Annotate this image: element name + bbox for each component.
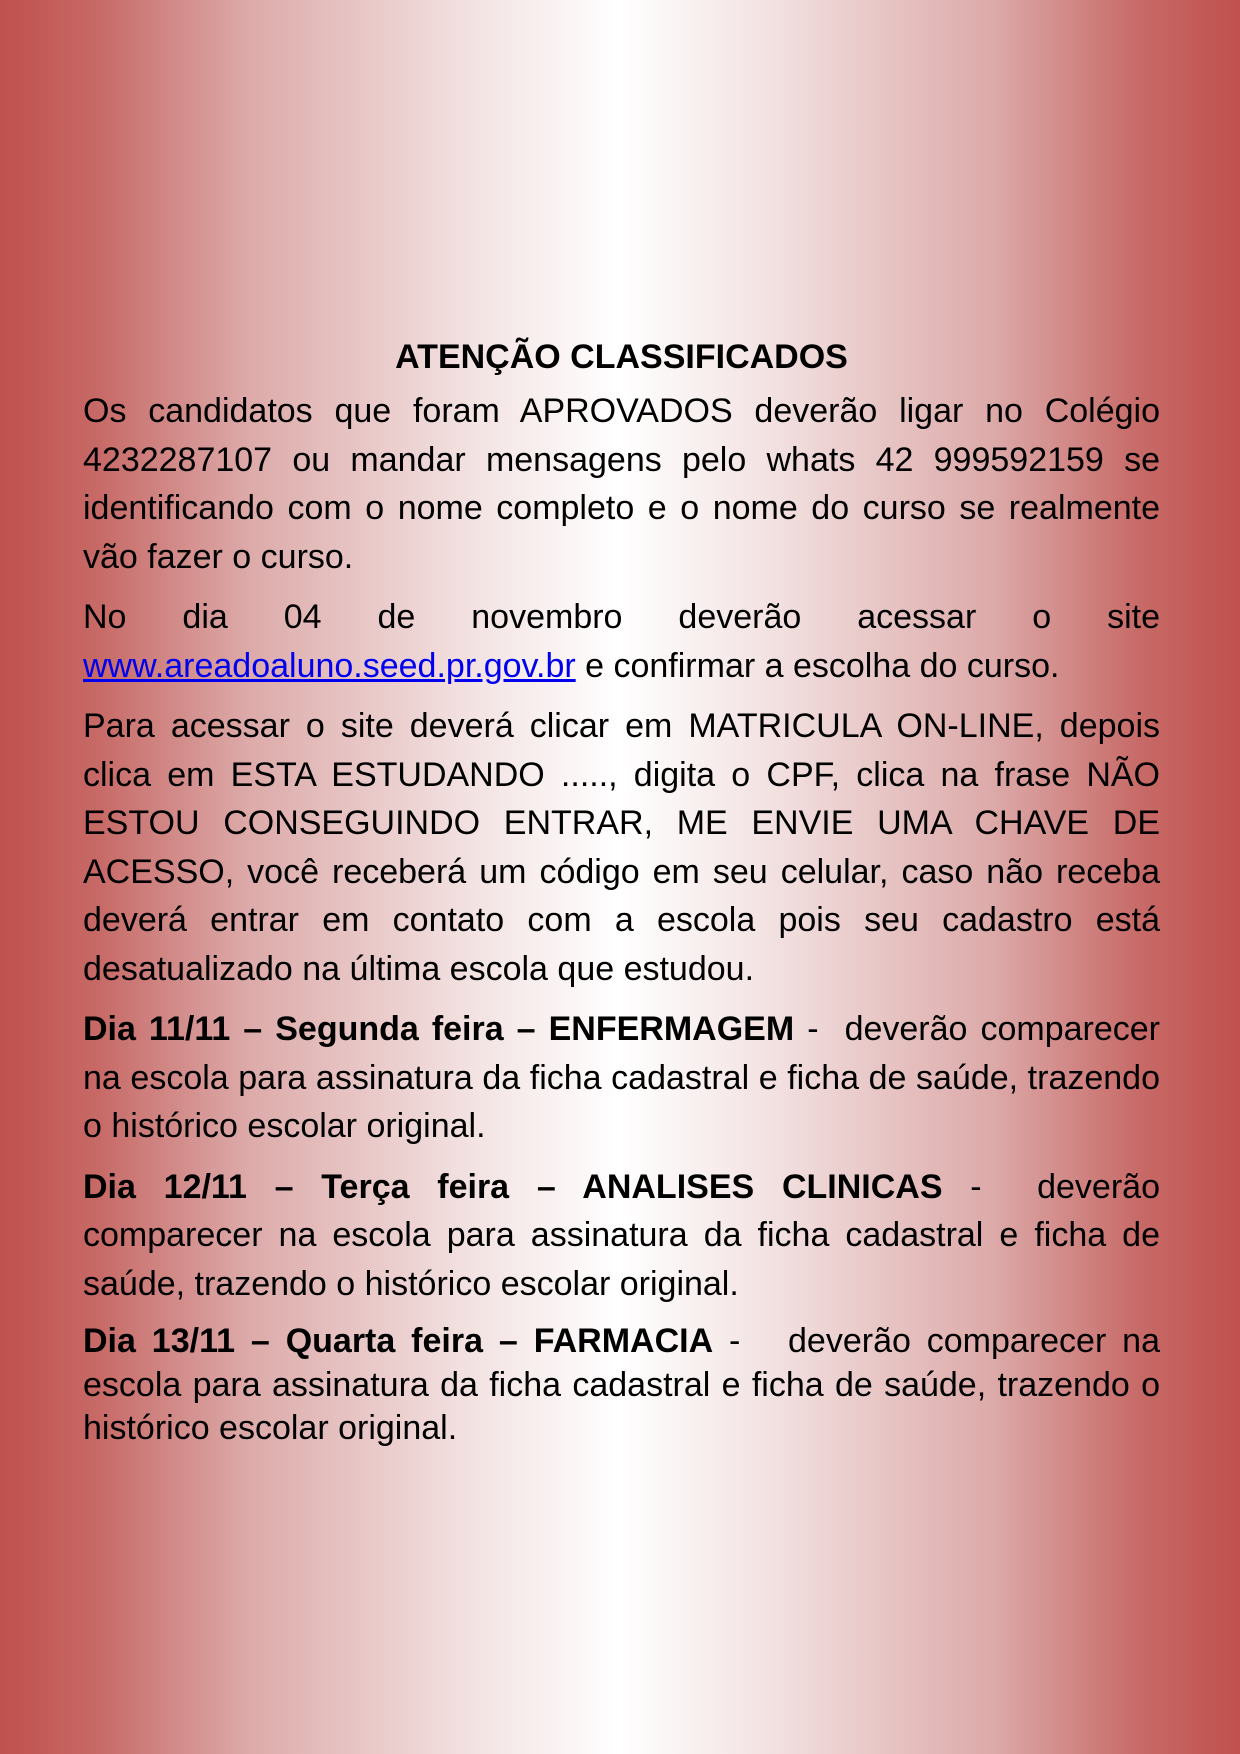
schedule-separator: - xyxy=(794,1010,845,1048)
schedule-item-analises-clinicas xyxy=(83,1163,1160,1309)
schedule-item-farmacia xyxy=(83,1320,1160,1451)
schedule-separator: - xyxy=(942,1167,1038,1206)
schedule-day: Dia 11/11 – Segunda feira – ENFERMAGEM xyxy=(83,1010,795,1048)
paragraph-confirm-course-before: No dia 04 de novembro deverão acessar o site xyxy=(83,598,1160,636)
paragraph-confirm-course-after: e confirmar a escolha do curso. xyxy=(575,646,1060,685)
schedule-text: deverão comparecer na escola para assinatura da ficha cadastral e ficha de saúde, trazendo o histórico escolar original. xyxy=(83,1322,1160,1447)
schedule-separator: - xyxy=(713,1322,789,1360)
notice-title: ATENÇÃO CLASSIFICADOS xyxy=(395,338,848,376)
schedule-day: Dia 12/11 – Terça feira – ANALISES CLINICAS xyxy=(83,1167,943,1206)
paragraph-confirm-course xyxy=(83,593,1160,690)
paragraph-approved-candidates: Os candidatos que foram APROVADOS deverão ligar no Colégio 4232287107 ou mandar mensagens pelo whats 42 999592159 se identificando com o nome completo e o nome do curso se realmente vão fazer o curso. xyxy=(83,392,1160,576)
schedule-item-enfermagem xyxy=(83,1005,1160,1151)
schedule-text: deverão comparecer na escola para assinatura da ficha cadastral e ficha de saúde, trazendo o histórico escolar original. xyxy=(83,1167,1160,1303)
schedule-day: Dia 13/11 – Quarta feira – FARMACIA xyxy=(83,1322,714,1360)
areadoaluno-link[interactable]: www.areadoaluno.seed.pr.gov.br xyxy=(83,646,576,685)
schedule-text: deverão comparecer na escola para assinatura da ficha cadastral e ficha de saúde, trazendo o histórico escolar original. xyxy=(83,1010,1160,1145)
paragraph-access-instructions: Para acessar o site deverá clicar em MATRICULA ON-LINE, depois clica em ESTA ESTUDANDO ....., digita o CPF, clica na frase NÃO ESTOU CONSEGUINDO ENTRAR, ME ENVIE UMA CHAVE DE ACESSO, você receberá um código em seu celular, caso não receba deverá entrar em contato com a escola pois seu cadastro está desatualizado na última escola que estudou. xyxy=(83,707,1160,988)
notice-document xyxy=(83,333,1160,1463)
